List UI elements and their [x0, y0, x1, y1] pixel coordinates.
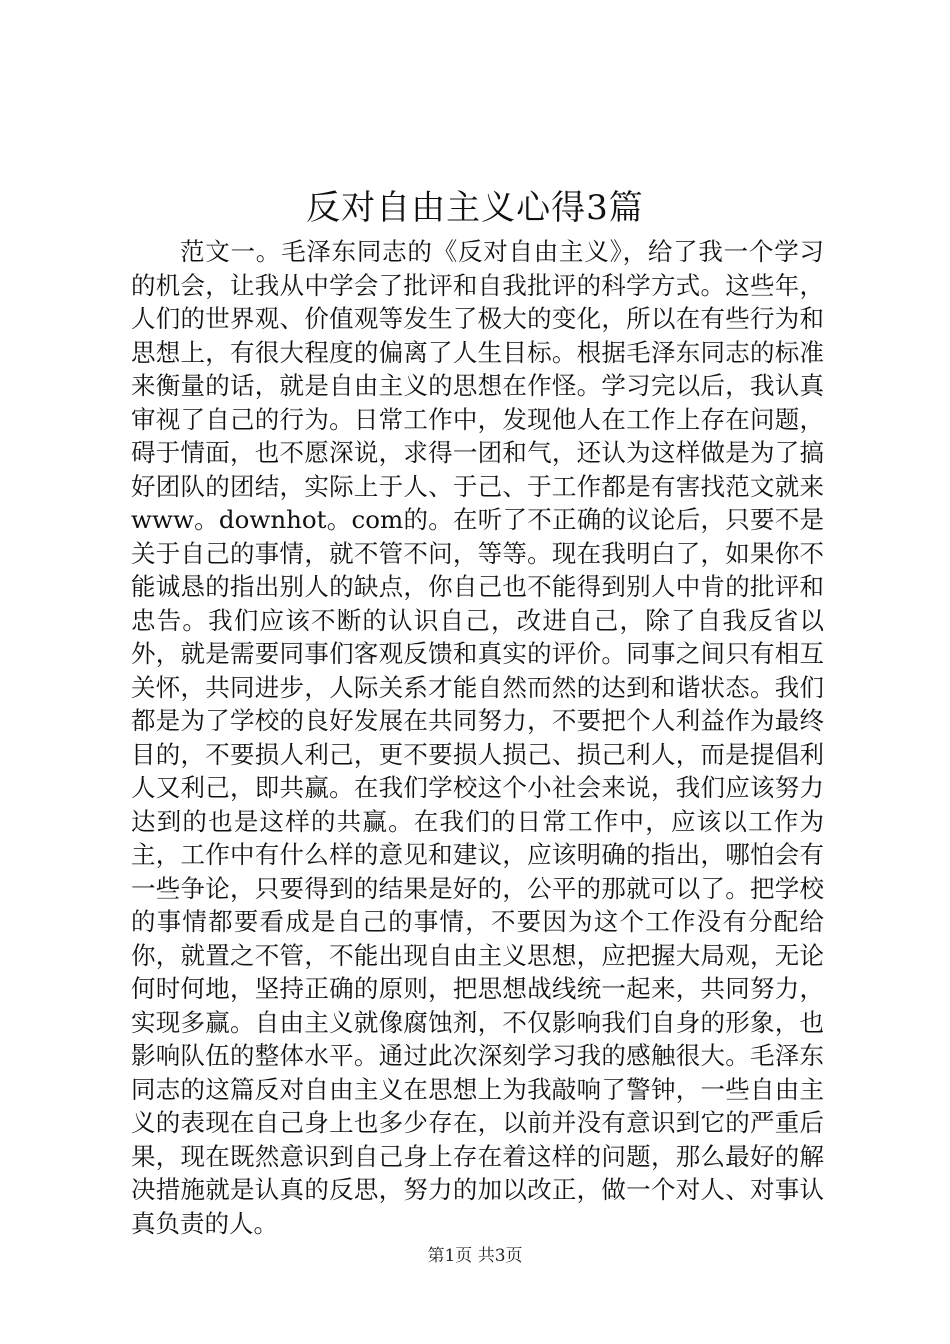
- document-body-paragraph: 范文一。毛泽东同志的《反对自由主义》，给了我一个学习的机会，让我从中学会了批评和自我批评的科学方式。这些年，人们的世界观、价值观等发生了极大的变化，所以在有些行为和思想上，有很大程度的偏离了人生目标。根据毛泽东同志的标准来衡量的话，就是自由主义的思想在作怪。学习完以后，我认真审视了自己的行为。日常工作中，发现他人在工作上存在问题，碍于情面，也不愿深说，求得一团和气，还认为这样做是为了搞好团队的团结，实际上于人、于己、于工作都是有害找范文就来www。downhot。com的。在听了不正确的议论后，只要不是关于自己的事情，就不管不问，等等。现在我明白了，如果你不能诚恳的指出别人的缺点，你自己也不能得到别人中肯的批评和忠告。我们应该不断的认识自己，改进自己，除了自我反省以外，就是需要同事们客观反馈和真实的评价。同事之间只有相互关怀，共同进步，人际关系才能自然而然的达到和谐状态。我们都是为了学校的良好发展在共同努力，不要把个人利益作为最终目的，不要损人利己，更不要损人损己、损己利人，而是提倡利人又利己，即共赢。在我们学校这个小社会来说，我们应该努力达到的也是这样的共赢。在我们的日常工作中，应该以工作为主，工作中有什么样的意见和建议，应该明确的指出，哪怕会有一些争论，只要得到的结果是好的，公平的那就可以了。把学校的事情都要看成是自己的事情，不要因为这个工作没有分配给你，就置之不管，不能出现自由主义思想，应把握大局观，无论何时何地，坚持正确的原则，把思想战线统一起来，共同努力，实现多赢。自由主义就像腐蚀剂，不仅影响我们自身的形象，也影响队伍的整体水平。通过此次深刻学习我的感触很大。毛泽东同志的这篇反对自由主义在思想上为我敲响了警钟，一些自由主义的表现在自己身上也多少存在，以前并没有意识到它的严重后果，现在既然意识到自己身上存在着这样的问题，那么最好的解决措施就是认真的反思，努力的加以改正，做一个对人、对事认真负责的人。: [131, 237, 824, 1238]
- document-title: 反对自由主义心得3篇: [306, 188, 644, 228]
- page-footer-number: 第1页 共3页: [427, 1246, 523, 1266]
